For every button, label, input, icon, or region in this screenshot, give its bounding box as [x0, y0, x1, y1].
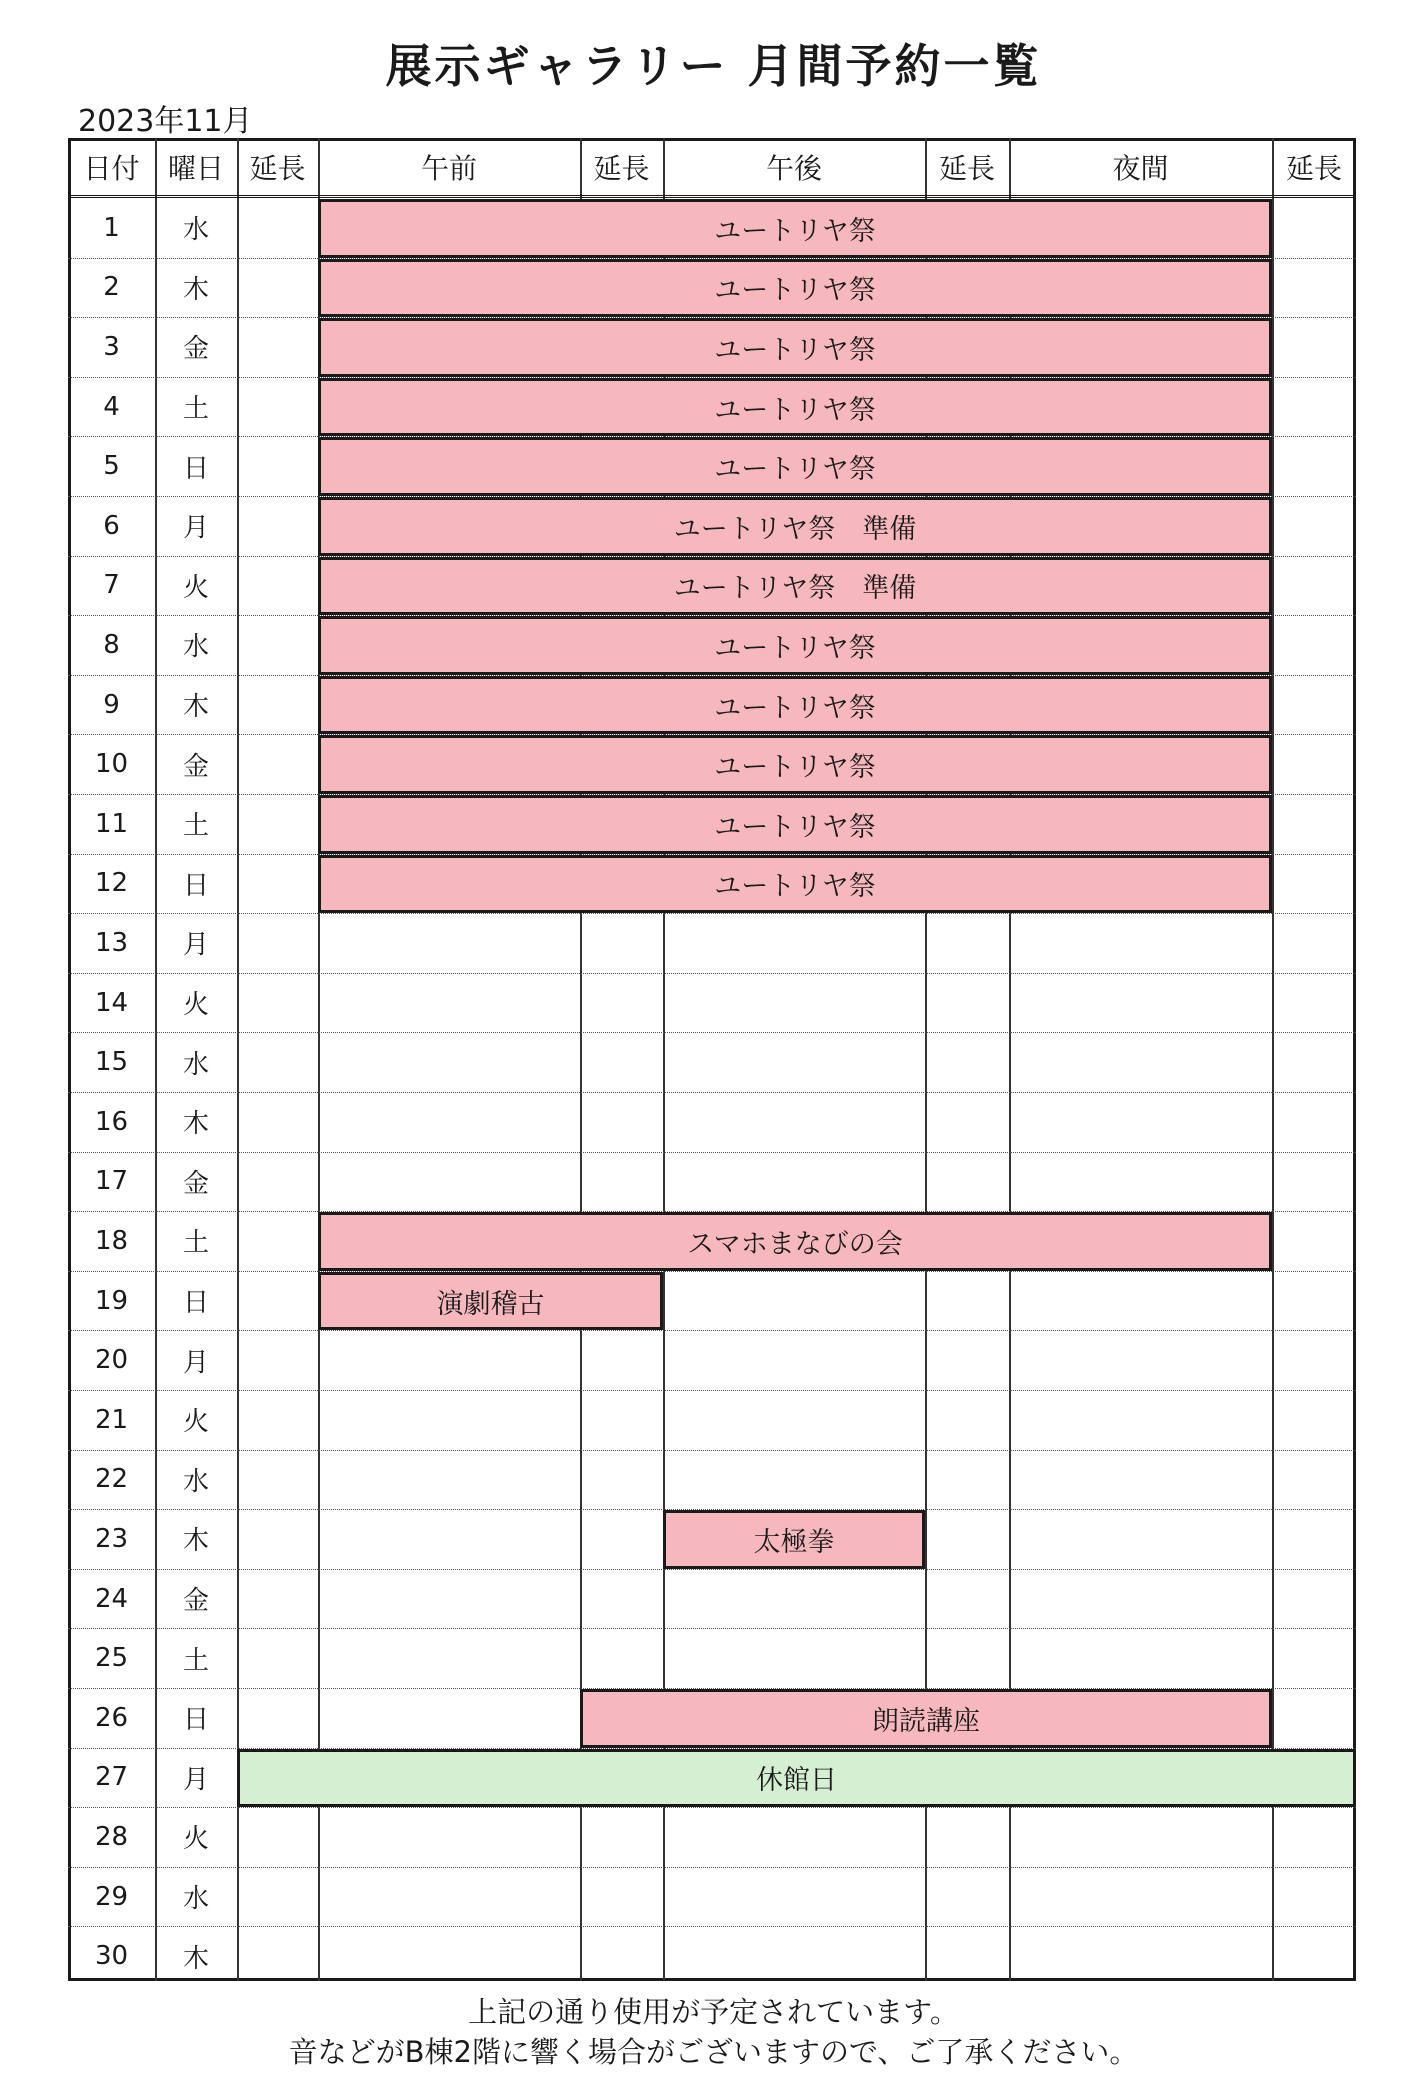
row-divider	[68, 1092, 1356, 1093]
date-cell: 8	[103, 629, 120, 660]
weekday-cell: 木	[182, 274, 209, 305]
weekday-cell: 金	[182, 1586, 209, 1617]
date-cell: 3	[103, 331, 120, 362]
weekday-cell: 土	[182, 811, 209, 842]
row-divider	[68, 1152, 1356, 1153]
row-divider	[68, 1628, 1356, 1629]
footer-note-1: 上記の通り使用が予定されています。	[468, 1995, 959, 2029]
column-header: 延長	[249, 151, 306, 185]
date-cell: 27	[94, 1762, 129, 1793]
date-cell: 1	[103, 212, 120, 243]
column-header: 夜間	[1112, 151, 1169, 185]
date-cell: 23	[94, 1523, 129, 1554]
weekday-cell: 火	[182, 1824, 209, 1855]
weekday-cell: 水	[182, 215, 209, 246]
date-cell: 29	[94, 1881, 129, 1912]
row-divider	[68, 1032, 1356, 1033]
date-cell: 25	[94, 1643, 129, 1674]
weekday-cell: 木	[182, 1109, 209, 1140]
column-header: 午前	[420, 151, 477, 185]
date-cell: 28	[94, 1821, 129, 1852]
weekday-cell: 水	[182, 1884, 209, 1915]
date-cell: 4	[103, 391, 120, 422]
row-divider	[68, 1569, 1356, 1570]
row-divider	[68, 1390, 1356, 1391]
column-divider	[237, 138, 239, 1981]
weekday-cell: 木	[182, 692, 209, 723]
booking-block[interactable]: ユートリヤ祭	[318, 318, 1272, 377]
row-divider	[68, 1330, 1356, 1331]
month-label: 2023年11月	[78, 104, 253, 139]
booking-block[interactable]: ユートリヤ祭	[318, 199, 1272, 258]
weekday-cell: 日	[182, 1705, 209, 1736]
row-divider	[68, 913, 1356, 914]
date-cell: 15	[94, 1047, 129, 1078]
booking-block[interactable]: ユートリヤ祭	[318, 795, 1272, 854]
column-divider	[1272, 138, 1274, 1981]
weekday-cell: 水	[182, 632, 209, 663]
booking-block[interactable]: ユートリヤ祭	[318, 735, 1272, 794]
date-cell: 19	[94, 1285, 129, 1316]
weekday-cell: 土	[182, 1645, 209, 1676]
weekday-cell: 金	[182, 1168, 209, 1199]
weekday-cell: 土	[182, 394, 209, 425]
weekday-cell: 水	[182, 1466, 209, 1497]
weekday-cell: 月	[182, 1347, 209, 1378]
column-header: 日付	[83, 151, 140, 185]
weekday-cell: 金	[182, 334, 209, 365]
booking-block[interactable]: ユートリヤ祭 準備	[318, 497, 1272, 556]
booking-block[interactable]: ユートリヤ祭	[318, 676, 1272, 735]
date-cell: 9	[103, 689, 120, 720]
weekday-cell: 土	[182, 1228, 209, 1259]
weekday-cell: 月	[182, 1764, 209, 1795]
weekday-cell: 火	[182, 990, 209, 1021]
weekday-cell: 日	[182, 1288, 209, 1319]
booking-block[interactable]: スマホまなびの会	[318, 1212, 1272, 1271]
header-divider	[68, 195, 1356, 198]
date-cell: 30	[94, 1941, 129, 1972]
page-title: 展示ギャラリー 月間予約一覧	[385, 39, 1042, 93]
weekday-cell: 火	[182, 1407, 209, 1438]
weekday-cell: 水	[182, 1049, 209, 1080]
column-header: 午後	[765, 151, 822, 185]
booking-block[interactable]: ユートリヤ祭	[318, 437, 1272, 496]
date-cell: 22	[94, 1464, 129, 1495]
booking-block[interactable]: ユートリヤ祭	[318, 378, 1272, 437]
row-divider	[68, 1271, 1356, 1272]
weekday-cell: 金	[182, 751, 209, 782]
column-header: 延長	[938, 151, 995, 185]
weekday-cell: 月	[182, 930, 209, 961]
booking-block[interactable]: ユートリヤ祭	[318, 616, 1272, 675]
weekday-cell: 木	[182, 1943, 209, 1974]
row-divider	[68, 1926, 1356, 1927]
footer-note-2: 音などがB棟2階に響く場合がございますので、ご了承ください。	[288, 2035, 1139, 2069]
date-cell: 5	[103, 451, 120, 482]
date-cell: 13	[94, 927, 129, 958]
date-cell: 11	[94, 808, 129, 839]
booking-block[interactable]: 演劇稽古	[318, 1272, 663, 1331]
row-divider	[68, 1867, 1356, 1868]
booking-block[interactable]: 朗読講座	[580, 1689, 1272, 1748]
date-cell: 6	[103, 510, 120, 541]
booking-block[interactable]: 太極拳	[663, 1510, 925, 1569]
row-divider	[68, 1807, 1356, 1808]
date-cell: 7	[103, 570, 120, 601]
date-cell: 20	[94, 1345, 129, 1376]
date-cell: 17	[94, 1166, 129, 1197]
date-cell: 18	[94, 1225, 129, 1256]
weekday-cell: 木	[182, 1526, 209, 1557]
booking-block[interactable]: ユートリヤ祭	[318, 855, 1272, 914]
row-divider	[68, 973, 1356, 974]
weekday-cell: 日	[182, 453, 209, 484]
booking-block[interactable]: ユートリヤ祭	[318, 259, 1272, 318]
date-cell: 2	[103, 272, 120, 303]
column-header: 延長	[593, 151, 650, 185]
date-cell: 16	[94, 1106, 129, 1137]
date-cell: 10	[94, 749, 129, 780]
date-cell: 26	[94, 1702, 129, 1733]
weekday-cell: 火	[182, 572, 209, 603]
booking-block[interactable]: ユートリヤ祭 準備	[318, 557, 1272, 616]
date-cell: 21	[94, 1404, 129, 1435]
weekday-cell: 日	[182, 870, 209, 901]
column-header: 曜日	[167, 151, 224, 185]
date-cell: 14	[94, 987, 129, 1018]
row-divider	[68, 1450, 1356, 1451]
date-cell: 24	[94, 1583, 129, 1614]
weekday-cell: 月	[182, 513, 209, 544]
column-header: 延長	[1285, 151, 1342, 185]
date-cell: 12	[94, 868, 129, 899]
booking-block[interactable]: 休館日	[237, 1749, 1356, 1808]
